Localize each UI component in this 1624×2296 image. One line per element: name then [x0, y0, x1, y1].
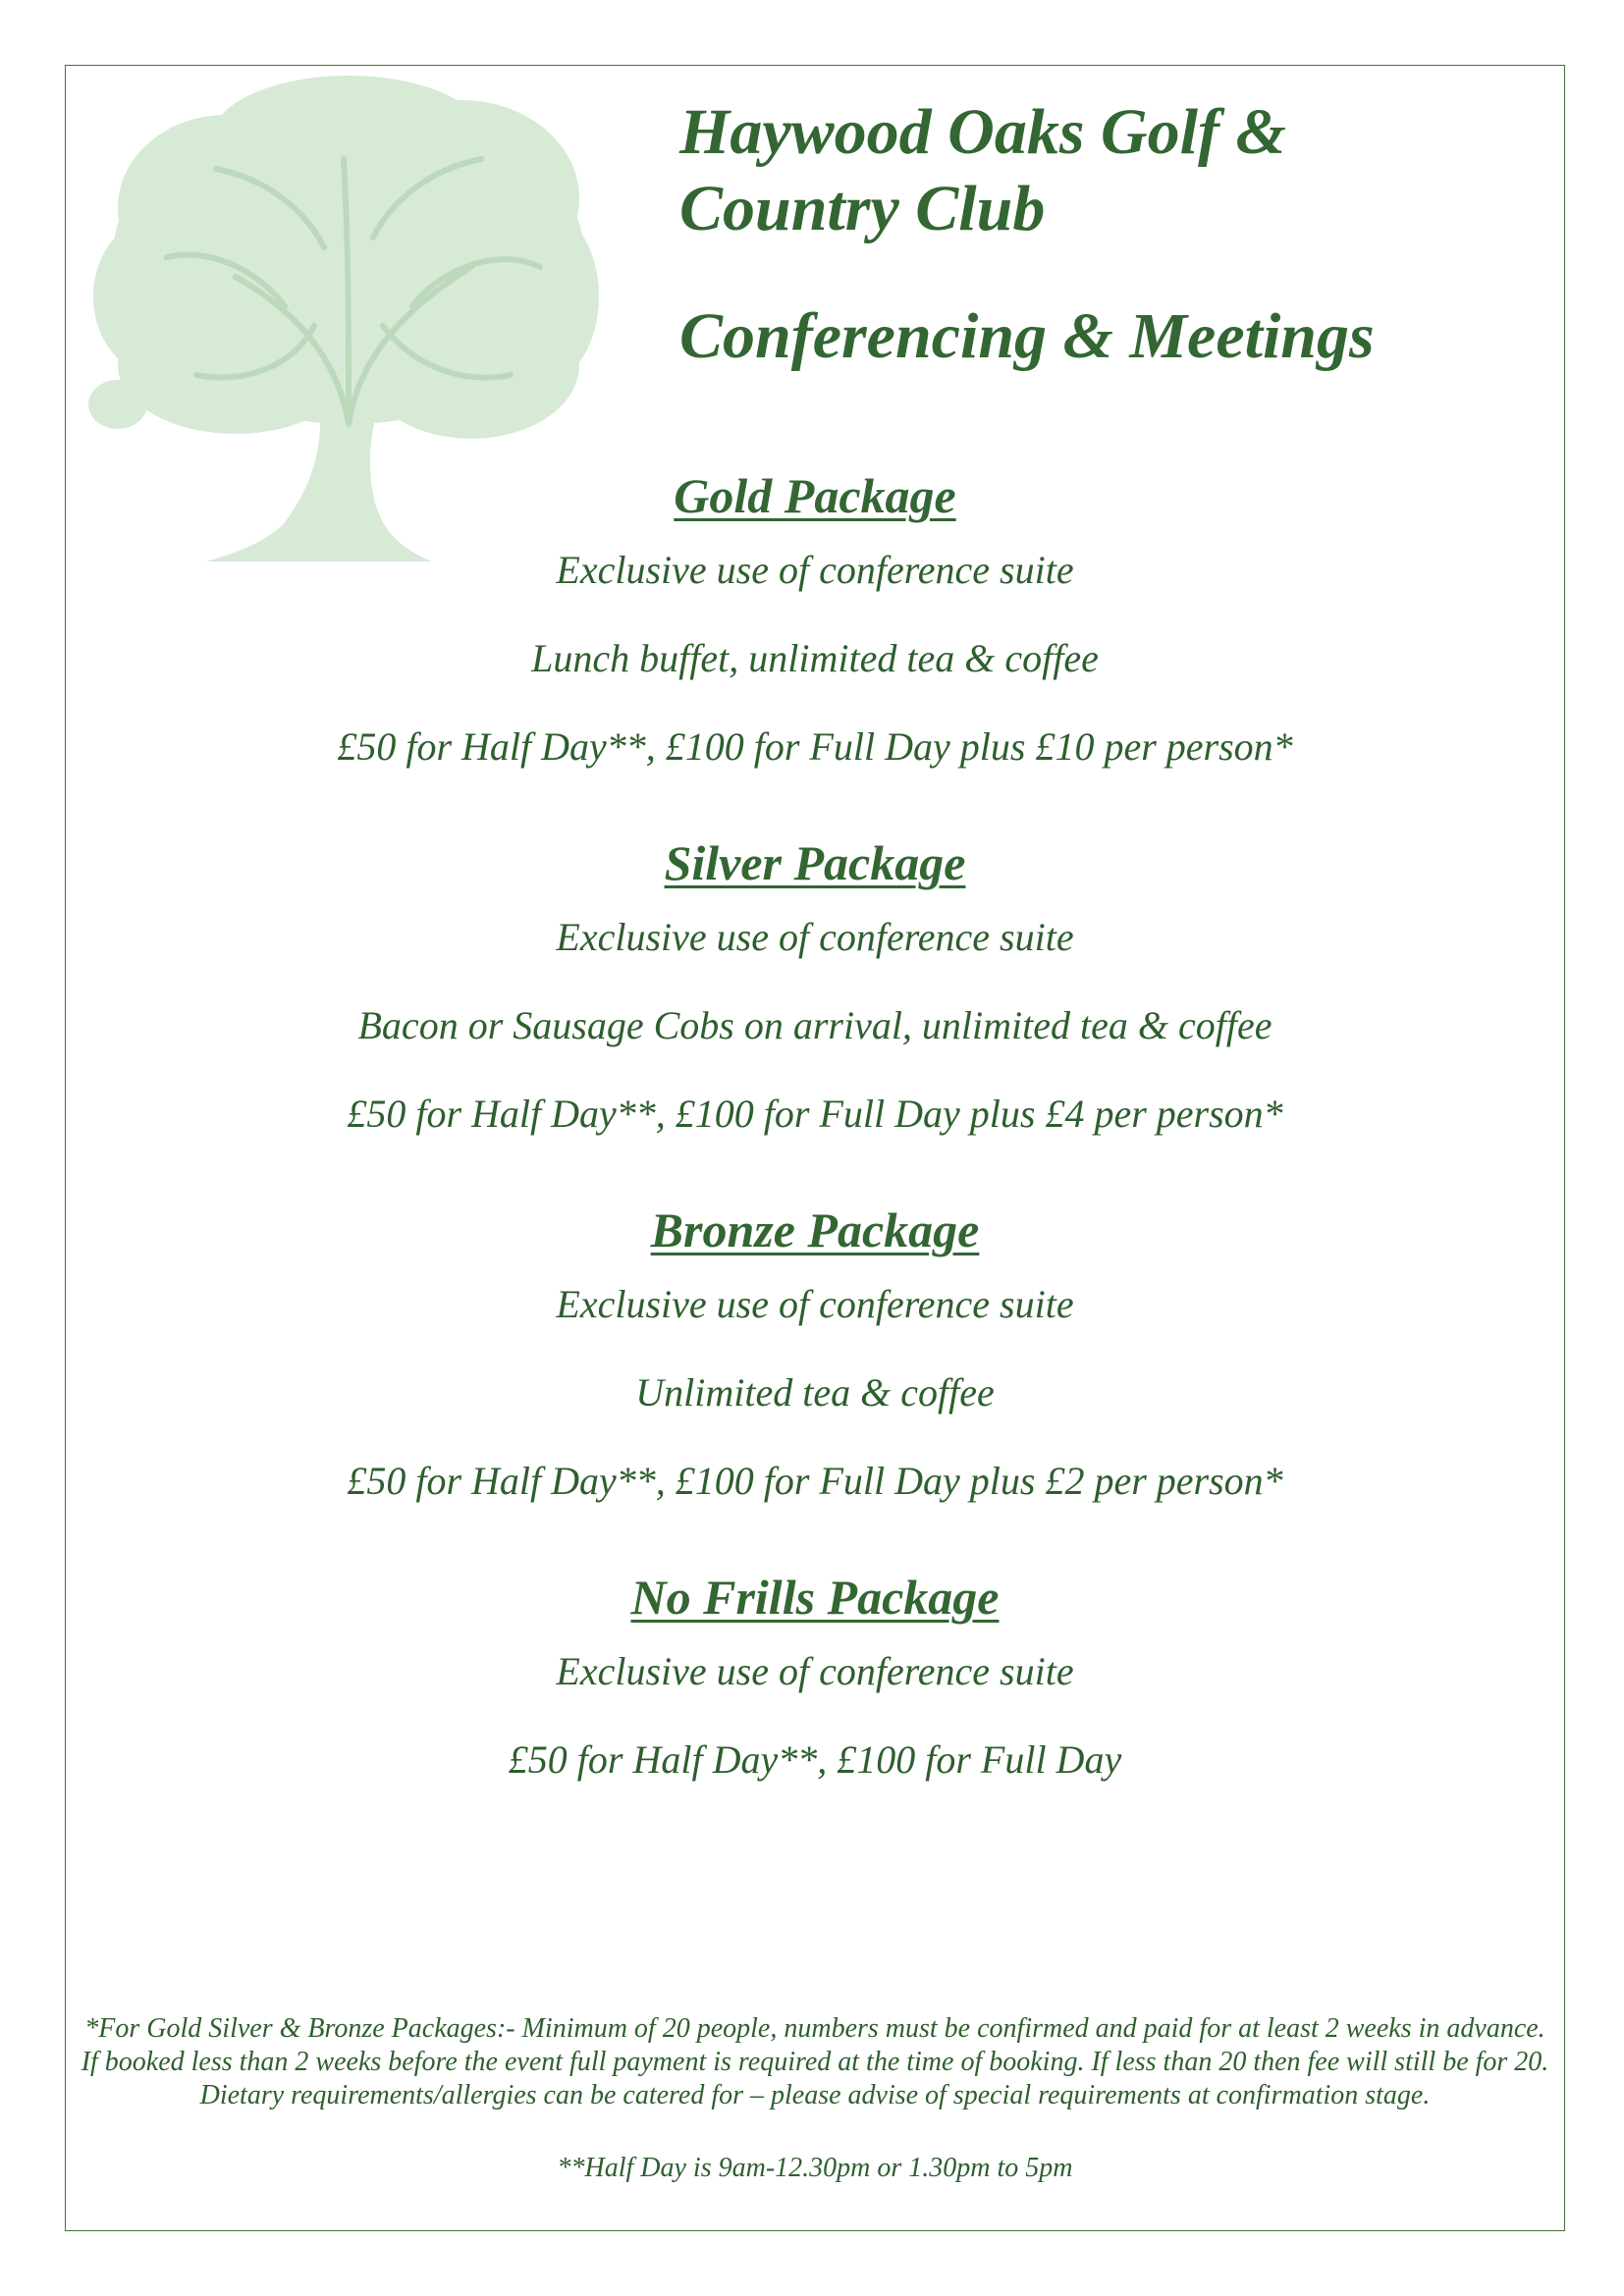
package-gold: [65, 461, 1565, 772]
package-price: £50 for Half Day**, £100 for Full Day: [508, 1737, 1122, 1782]
footnote-half-day: **Half Day is 9am-12.30pm or 1.30pm to 5pm: [557, 2153, 1073, 2183]
club-name-line-2: Country Club: [679, 173, 1046, 244]
package-price: £50 for Half Day**, £100 for Full Day plus £10 per person*: [337, 724, 1293, 769]
club-name-line-1: Haywood Oaks Golf &: [679, 96, 1286, 168]
package-line: Unlimited tea & coffee: [635, 1370, 995, 1415]
package-line: Exclusive use of conference suite: [556, 915, 1074, 959]
header: [679, 94, 1543, 375]
package-line: Exclusive use of conference suite: [556, 1282, 1074, 1326]
package-title: Bronze Package: [650, 1202, 980, 1257]
package-no-frills: [65, 1563, 1565, 1785]
package-line: Exclusive use of conference suite: [556, 1649, 1074, 1693]
club-name: [679, 94, 1543, 247]
package-title: No Frills Package: [630, 1570, 1000, 1625]
package-line: Bacon or Sausage Cobs on arrival, unlimited tea & coffee: [357, 1003, 1272, 1047]
package-title: Gold Package: [674, 468, 956, 523]
package-title: Silver Package: [664, 835, 966, 890]
footnotes: [75, 2012, 1555, 2185]
package-price: £50 for Half Day**, £100 for Full Day plus £2 per person*: [347, 1459, 1283, 1503]
package-line: Lunch buffet, unlimited tea & coffee: [531, 636, 1099, 680]
packages-list: [65, 461, 1565, 1842]
footnote-terms: *For Gold Silver & Bronze Packages:- Minimum of 20 people, numbers must be confirmed and paid for at least 2 weeks in advance. If booked less than 2 weeks before the event full payment is required at the time of booking. If less than 20 then fee will still be for 20. Dietary requirements/allergies can be catered for – please advise of special requirements at confirmation stage.: [81, 2013, 1549, 2110]
page-subtitle: Conferencing & Meetings: [679, 300, 1375, 372]
package-bronze: [65, 1196, 1565, 1506]
package-price: £50 for Half Day**, £100 for Full Day plus £4 per person*: [347, 1092, 1283, 1136]
package-line: Exclusive use of conference suite: [556, 548, 1074, 592]
package-silver: [65, 828, 1565, 1139]
